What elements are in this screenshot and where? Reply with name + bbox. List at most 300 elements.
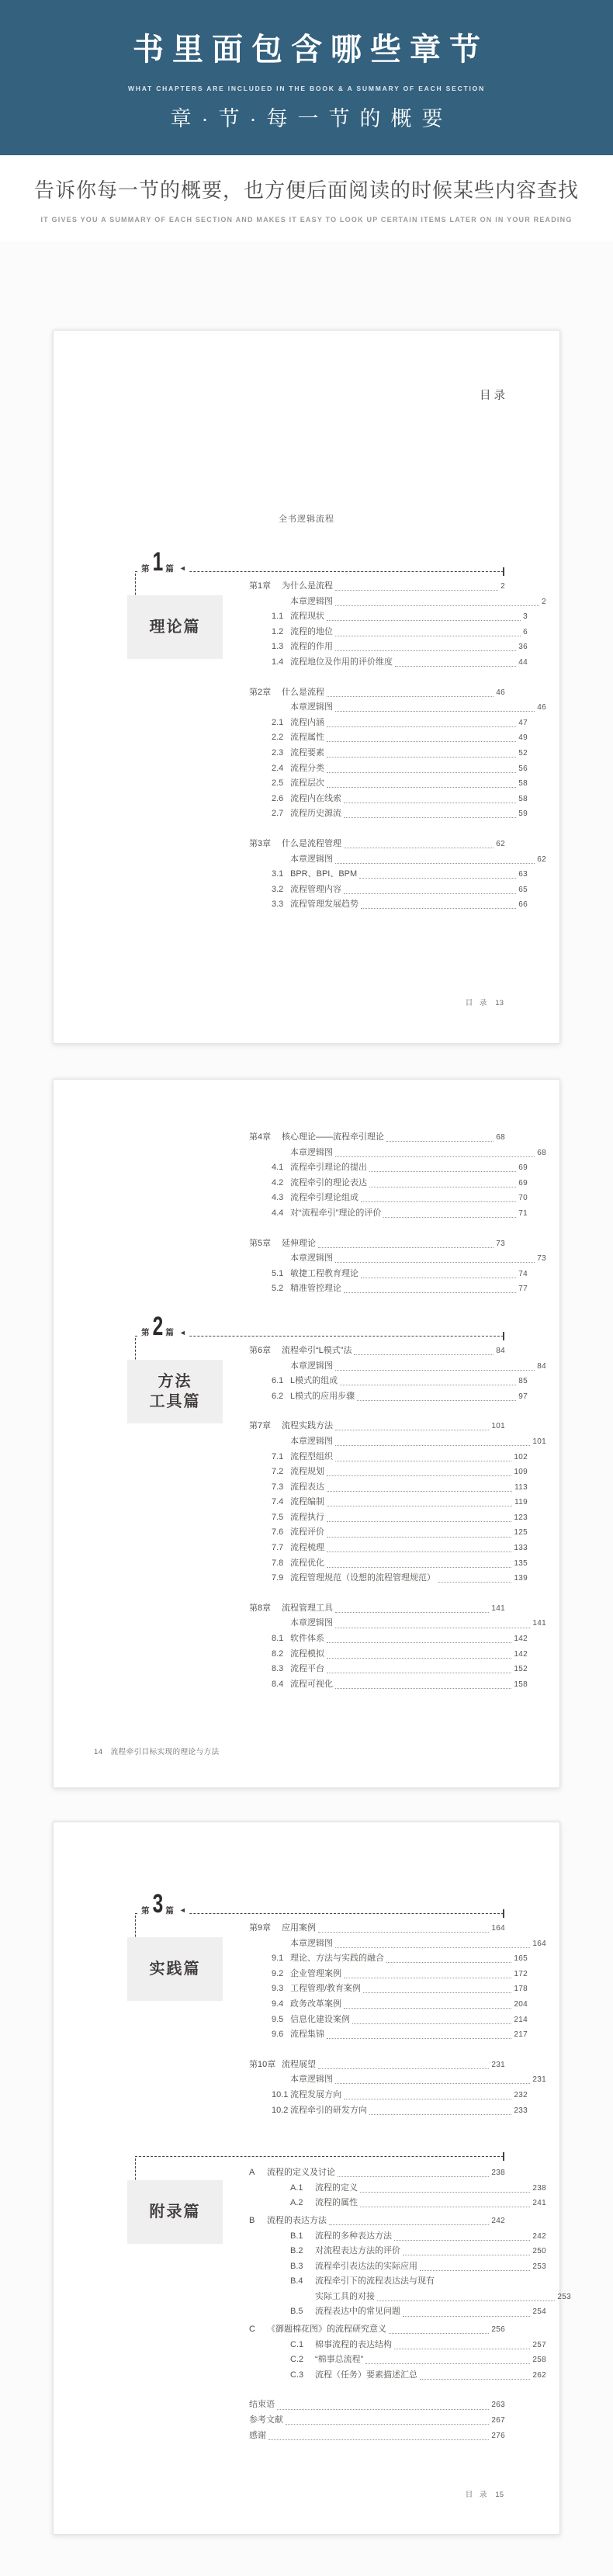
section-number: 3.1 bbox=[272, 869, 284, 879]
section-title: 流程牵引下的流程表达法与现有 bbox=[315, 2276, 435, 2287]
footer-page-number: 15 bbox=[495, 2491, 504, 2499]
section-number: 5.2 bbox=[272, 1284, 284, 1294]
chapter-label: B bbox=[249, 2215, 255, 2225]
toc-logic-row bbox=[249, 1434, 546, 1450]
section-title: 流程的地位 bbox=[290, 626, 333, 636]
dotted-leader bbox=[386, 1962, 511, 1963]
section-title: 流程评价 bbox=[290, 1527, 324, 1538]
dotted-leader bbox=[335, 1445, 530, 1446]
section-title: 流程平台 bbox=[290, 1664, 324, 1674]
section-number: 8.2 bbox=[272, 1649, 284, 1659]
page-number: 158 bbox=[514, 1680, 528, 1689]
tail-title: 结束语 bbox=[249, 2400, 275, 2410]
toc-section-row bbox=[249, 2338, 546, 2353]
toc-section-row bbox=[249, 1997, 528, 2013]
page-number: 65 bbox=[518, 885, 528, 894]
tail-title: 感谢 bbox=[249, 2430, 266, 2440]
section-title: 流程管理规范（设想的流程管理规范） bbox=[290, 1573, 435, 1583]
section-number: 9.5 bbox=[272, 2014, 284, 2024]
section-title: 流程牵引的理论表达 bbox=[290, 1177, 367, 1187]
section-title: 流程地位及作用的评价维度 bbox=[290, 657, 393, 667]
toc-chapter-row bbox=[249, 1343, 505, 1359]
section-number: 5.1 bbox=[272, 1268, 284, 1278]
chapter-title: 流程实践方法 bbox=[282, 1421, 333, 1431]
page-number: 172 bbox=[514, 1969, 528, 1978]
toc-section-row bbox=[249, 1160, 528, 1176]
part-prefix: 第 bbox=[141, 563, 150, 574]
dotted-leader bbox=[327, 1642, 511, 1643]
toc-chapter-row bbox=[249, 1921, 505, 1936]
page-number: 204 bbox=[514, 1999, 528, 2009]
toc-section-row bbox=[249, 1465, 528, 1480]
chapter-label: 第6章 bbox=[249, 1345, 272, 1355]
arrow-left-icon: ◄ bbox=[178, 564, 186, 572]
toc-section-row bbox=[249, 2229, 546, 2245]
dotted-leader bbox=[335, 605, 539, 606]
section-number: 2.1 bbox=[272, 717, 284, 727]
page-number: 44 bbox=[518, 657, 528, 667]
section-title: 本章逻辑图 bbox=[290, 1253, 333, 1264]
page-number: 6 bbox=[523, 627, 528, 636]
part-label bbox=[139, 1311, 189, 1341]
toc-section-row bbox=[249, 1951, 528, 1967]
intro-text-en: IT GIVES YOU A SUMMARY OF EACH SECTION AND MAKES IT EASY TO LOOK UP CERTAIN ITEMS LATER ON IN YOUR READING bbox=[40, 216, 573, 224]
dotted-leader bbox=[335, 1688, 511, 1689]
section-title: 本章逻辑图 bbox=[290, 1436, 333, 1446]
dotted-leader bbox=[338, 2176, 489, 2177]
section-number: 7.3 bbox=[272, 1482, 284, 1492]
chapter-label: A bbox=[249, 2168, 255, 2178]
dotted-leader bbox=[327, 696, 494, 697]
dotted-leader bbox=[327, 1537, 511, 1538]
dotted-leader bbox=[277, 2409, 489, 2410]
part-category-box bbox=[127, 2180, 223, 2244]
section-number: 8.3 bbox=[272, 1664, 284, 1674]
section-number: 7.8 bbox=[272, 1558, 284, 1568]
dotted-leader bbox=[335, 863, 535, 864]
intro-text: 告诉你每一节的概要，也方便后面阅读的时候某些内容查找 bbox=[33, 179, 579, 202]
page-number: 69 bbox=[518, 1163, 528, 1173]
toc-tail-block bbox=[54, 2397, 559, 2443]
section-title: 流程表达中的常见问题 bbox=[315, 2307, 400, 2317]
dotted-leader bbox=[344, 817, 516, 818]
section-number: 7.9 bbox=[272, 1573, 284, 1583]
dotted-leader bbox=[360, 2192, 530, 2193]
toc-section-row bbox=[249, 1281, 528, 1297]
dotted-leader bbox=[335, 590, 498, 591]
dotted-leader bbox=[386, 1141, 494, 1142]
section-title: 流程现状 bbox=[290, 612, 324, 622]
footer-label: 目 录 bbox=[465, 999, 490, 1007]
toc-section-row bbox=[249, 761, 528, 777]
page-number: 231 bbox=[532, 2075, 546, 2085]
dotted-leader bbox=[420, 2379, 530, 2380]
section-number: 2.4 bbox=[272, 763, 284, 773]
section-number: A.1 bbox=[290, 2182, 303, 2193]
page-number: 109 bbox=[514, 1468, 528, 1477]
toc-section-row bbox=[249, 655, 528, 671]
dotted-leader bbox=[420, 2270, 530, 2271]
page-footer bbox=[466, 997, 504, 1007]
page-number: 164 bbox=[532, 1939, 546, 1948]
page-number: 276 bbox=[491, 2431, 505, 2440]
page-number: 242 bbox=[532, 2231, 546, 2241]
section-title: 流程表达 bbox=[290, 1482, 324, 1492]
part-dashed-line bbox=[135, 2156, 504, 2157]
dotted-leader bbox=[318, 1932, 489, 1933]
page-number: 69 bbox=[518, 1178, 528, 1187]
toc-section-row bbox=[249, 1206, 528, 1222]
page-number: 70 bbox=[518, 1194, 528, 1203]
toc-section-row bbox=[249, 792, 528, 807]
page-number: 133 bbox=[514, 1544, 528, 1553]
toc-chapter-block bbox=[54, 1236, 559, 1297]
part-dashed-line bbox=[135, 1336, 504, 1337]
section-number: 2.2 bbox=[272, 733, 284, 743]
toc-section-row bbox=[249, 1176, 528, 1191]
section-title: 流程集锦 bbox=[290, 2030, 324, 2040]
toc-section-row bbox=[249, 2259, 546, 2275]
section-number: 1.2 bbox=[272, 626, 284, 636]
page-number: 74 bbox=[518, 1269, 528, 1278]
chapter-title: 什么是流程管理 bbox=[282, 838, 341, 848]
toc-chapter-row bbox=[249, 1601, 505, 1617]
toc-section-row bbox=[249, 1525, 528, 1541]
dotted-leader bbox=[327, 1475, 511, 1476]
page-footer bbox=[94, 1746, 220, 1756]
dotted-leader bbox=[352, 2023, 511, 2024]
section-title-continued: 实际工具的对接 bbox=[315, 2291, 375, 2301]
chapter-title: 流程的定义及讨论 bbox=[267, 2168, 335, 2178]
hero-banner bbox=[0, 0, 613, 155]
section-title: 政务改革案例 bbox=[290, 1999, 341, 2009]
pages-area bbox=[0, 241, 613, 2576]
page-number: 58 bbox=[518, 779, 528, 789]
page-number: 97 bbox=[518, 1392, 528, 1401]
section-title: 本章逻辑图 bbox=[290, 854, 333, 864]
section-title: 工程管理/教育案例 bbox=[290, 1984, 362, 1994]
section-title: 流程牵引理论的提出 bbox=[290, 1163, 367, 1173]
section-number: 3.2 bbox=[272, 884, 284, 894]
page-number: 77 bbox=[518, 1285, 528, 1294]
page-number: 267 bbox=[491, 2416, 505, 2425]
toc-section-row bbox=[249, 1267, 528, 1282]
toc-page-2 bbox=[53, 1079, 560, 1788]
chapter-title: 为什么是流程 bbox=[282, 581, 333, 591]
page-number: 102 bbox=[514, 1452, 528, 1461]
section-number: 4.1 bbox=[272, 1163, 284, 1173]
dotted-leader bbox=[359, 878, 516, 879]
section-number: 9.4 bbox=[272, 1999, 284, 2009]
toc-section-row bbox=[249, 2368, 546, 2384]
dotted-leader bbox=[344, 893, 516, 894]
hero-subtitle: 章·节·每一节的概要 bbox=[170, 107, 453, 130]
toc-chapter-row bbox=[249, 579, 505, 595]
footer-page-number: 13 bbox=[495, 999, 504, 1007]
page-number: 49 bbox=[518, 733, 528, 743]
section-title: BPR、BPI、BPM bbox=[290, 869, 358, 879]
toc-logic-row bbox=[249, 1359, 546, 1375]
toc-logic-row bbox=[249, 700, 546, 716]
dotted-leader bbox=[327, 1521, 511, 1522]
section-number: 4.4 bbox=[272, 1208, 284, 1218]
page-number: 113 bbox=[514, 1482, 528, 1492]
section-number: 9.6 bbox=[272, 2030, 284, 2040]
section-number: 7.6 bbox=[272, 1527, 284, 1538]
section-title: 流程执行 bbox=[290, 1512, 324, 1522]
dotted-leader bbox=[377, 2300, 555, 2301]
page-number: 238 bbox=[491, 2169, 505, 2178]
toc-logic-row bbox=[249, 852, 546, 868]
dotted-leader bbox=[335, 1262, 535, 1263]
page-number: 233 bbox=[514, 2106, 528, 2115]
page-number: 254 bbox=[532, 2307, 546, 2317]
page-number: 253 bbox=[532, 2262, 546, 2271]
page-number: 142 bbox=[514, 1649, 528, 1659]
chapter-title: 《御题棉花图》的流程研究意义 bbox=[267, 2325, 386, 2335]
dotted-leader bbox=[389, 2333, 489, 2334]
dotted-leader bbox=[268, 2439, 489, 2440]
page-number: 263 bbox=[491, 2401, 505, 2410]
toc-chapter-row bbox=[249, 1130, 505, 1146]
chapter-label: 第4章 bbox=[249, 1132, 272, 1142]
section-number: 4.3 bbox=[272, 1193, 284, 1203]
dotted-leader bbox=[327, 757, 516, 758]
part-category-box bbox=[127, 1937, 223, 2001]
part-number: 2 bbox=[152, 1311, 163, 1341]
dotted-leader bbox=[318, 2068, 489, 2069]
footer-book-title: 流程牵引目标实现的理论与方法 bbox=[110, 1748, 220, 1756]
section-title: 对流程表达方法的评价 bbox=[315, 2246, 400, 2256]
chapter-label: 第10章 bbox=[249, 2059, 276, 2069]
chapter-title: 流程的表达方法 bbox=[267, 2215, 327, 2225]
section-number: B.4 bbox=[290, 2276, 303, 2287]
chapter-label: 第8章 bbox=[249, 1603, 272, 1613]
section-title: 本章逻辑图 bbox=[290, 1147, 333, 1157]
part-dashed-line bbox=[135, 1913, 504, 1914]
section-title: 流程内涵 bbox=[290, 717, 324, 727]
page-number: 46 bbox=[496, 688, 505, 697]
dotted-leader bbox=[327, 741, 516, 742]
chapter-title: 延伸理论 bbox=[282, 1238, 316, 1248]
dotted-leader bbox=[383, 1217, 516, 1218]
toc-logic-row bbox=[249, 1251, 546, 1267]
section-number: 2.5 bbox=[272, 778, 284, 789]
section-number: 7.1 bbox=[272, 1451, 284, 1461]
dotted-leader bbox=[335, 1947, 530, 1948]
section-title: 流程的属性 bbox=[315, 2198, 358, 2208]
section-number: B.1 bbox=[290, 2231, 303, 2241]
chapter-label: 第2章 bbox=[249, 687, 272, 697]
section-title: 流程要素 bbox=[290, 747, 324, 758]
toc-section-row bbox=[249, 1191, 528, 1206]
section-title: 流程型组织 bbox=[290, 1451, 333, 1461]
section-title: 对“流程牵引”理论的评价 bbox=[290, 1208, 382, 1218]
section-number: 1.4 bbox=[272, 657, 284, 667]
section-number: 6.1 bbox=[272, 1376, 284, 1386]
dotted-leader bbox=[363, 1992, 511, 1993]
section-title: 流程牵引理论组成 bbox=[290, 1193, 358, 1203]
section-title: 本章逻辑图 bbox=[290, 702, 333, 712]
page-number: 256 bbox=[491, 2325, 505, 2335]
toc-section-row bbox=[249, 1480, 528, 1496]
section-title: 棉事流程的表达结构 bbox=[315, 2339, 392, 2349]
toc-section-row bbox=[249, 730, 528, 746]
toc-chapter-block bbox=[54, 1419, 559, 1586]
page-number: 2 bbox=[542, 597, 546, 606]
section-title: 流程管理发展趋势 bbox=[290, 900, 358, 910]
toc-section-row bbox=[249, 1556, 528, 1572]
dotted-leader bbox=[361, 1201, 516, 1202]
toc-list bbox=[54, 1130, 559, 1692]
part-category-label: 附录篇 bbox=[149, 2203, 201, 2221]
toc-section-row bbox=[249, 1981, 528, 1997]
section-number: 7.4 bbox=[272, 1497, 284, 1507]
section-number: 3.3 bbox=[272, 900, 284, 910]
dotted-leader bbox=[327, 726, 516, 727]
section-title: 流程层次 bbox=[290, 778, 324, 789]
toc-section-row bbox=[249, 1571, 528, 1586]
toc-chapter-row bbox=[249, 837, 505, 852]
chapter-title: 应用案例 bbox=[282, 1923, 316, 1933]
section-number: 1.1 bbox=[272, 612, 284, 622]
page-number: 63 bbox=[518, 870, 528, 879]
page-number: 84 bbox=[496, 1346, 505, 1355]
page-number: 257 bbox=[532, 2340, 546, 2349]
page-number: 62 bbox=[537, 855, 546, 864]
chapter-label: 第1章 bbox=[249, 581, 272, 591]
chapter-label: 第3章 bbox=[249, 838, 272, 848]
toc-section-row bbox=[249, 1647, 528, 1662]
part-suffix: 篇 bbox=[165, 563, 174, 574]
section-title: 本章逻辑图 bbox=[290, 596, 333, 606]
toc-section-row bbox=[249, 867, 528, 882]
toc-section-row bbox=[249, 1541, 528, 1556]
toc-heading: 目录 bbox=[480, 390, 508, 402]
section-title: 流程（任务）要素描述汇总 bbox=[315, 2370, 417, 2380]
toc-logic-row bbox=[249, 1616, 546, 1631]
dotted-leader bbox=[318, 1247, 494, 1248]
toc-section-row bbox=[249, 2244, 546, 2259]
toc-list bbox=[54, 1888, 571, 2443]
page-number: 73 bbox=[496, 1239, 505, 1248]
section-number: 9.1 bbox=[272, 1954, 284, 1964]
page-number: 73 bbox=[537, 1254, 546, 1264]
toc-tail-row bbox=[249, 2413, 505, 2429]
section-number: B.5 bbox=[290, 2307, 303, 2317]
toc-section-row bbox=[249, 2196, 546, 2211]
section-number: C.2 bbox=[290, 2355, 304, 2365]
toc-chapter-block bbox=[54, 2322, 559, 2383]
dotted-leader bbox=[327, 2038, 511, 2039]
dotted-leader bbox=[327, 1567, 511, 1568]
page-number: 139 bbox=[514, 1574, 528, 1583]
chapter-title: 核心理论——流程牵引理论 bbox=[282, 1132, 384, 1142]
dotted-leader bbox=[335, 2083, 530, 2084]
section-title: 流程梳理 bbox=[290, 1543, 324, 1553]
toc-section-row bbox=[249, 640, 528, 655]
toc-section-row bbox=[249, 1677, 528, 1693]
section-number: 7.2 bbox=[272, 1467, 284, 1477]
hero-subtitle-en: WHAT CHAPTERS ARE INCLUDED IN THE BOOK & A SUMMARY OF EACH SECTION bbox=[127, 85, 486, 92]
part-category-label: 实践篇 bbox=[149, 1961, 201, 1978]
toc-chapter-row bbox=[249, 2058, 505, 2073]
toc-section-row bbox=[249, 1495, 528, 1510]
part-suffix: 篇 bbox=[165, 1905, 174, 1916]
toc-tail-row bbox=[249, 2429, 505, 2444]
page-number: 47 bbox=[518, 718, 528, 727]
toc-page-3 bbox=[53, 1822, 571, 2535]
part-category-box bbox=[127, 1360, 223, 1423]
arrow-left-icon: ◄ bbox=[178, 1906, 186, 1914]
page-number: 71 bbox=[518, 1208, 528, 1218]
toc-chapter-block bbox=[54, 1130, 559, 1222]
section-title: 理论、方法与实践的融合 bbox=[290, 1954, 384, 1964]
page-number: 262 bbox=[532, 2370, 546, 2380]
section-number: 2.6 bbox=[272, 793, 284, 803]
toc-list bbox=[54, 546, 559, 913]
page-number: 58 bbox=[518, 794, 528, 803]
toc-section-row bbox=[249, 2013, 528, 2028]
dotted-leader bbox=[327, 620, 521, 621]
book-logic-caption: 全书逻辑流程 bbox=[279, 515, 334, 524]
page-number: 101 bbox=[532, 1437, 546, 1446]
dotted-leader bbox=[327, 772, 516, 773]
section-number: 9.2 bbox=[272, 1968, 284, 1978]
page-number: 178 bbox=[514, 1985, 528, 1994]
page-number: 250 bbox=[532, 2247, 546, 2256]
toc-section-row bbox=[249, 2103, 528, 2119]
dotted-leader bbox=[327, 787, 516, 788]
dotted-leader bbox=[327, 1491, 512, 1492]
section-title: 敏捷工程教育理论 bbox=[290, 1268, 358, 1278]
toc-chapter-row bbox=[249, 2214, 505, 2229]
section-number: C.1 bbox=[290, 2339, 304, 2349]
dotted-leader bbox=[344, 1292, 516, 1293]
toc-section-row bbox=[249, 1631, 528, 1647]
part-label bbox=[139, 1889, 189, 1919]
part-category-box bbox=[127, 595, 223, 659]
dotted-leader bbox=[344, 2008, 511, 2009]
part-category-label: 理论篇 bbox=[149, 619, 201, 636]
page-number: 141 bbox=[491, 1603, 505, 1613]
part-category-label: 工具篇 bbox=[149, 1392, 201, 1410]
dotted-leader bbox=[394, 2240, 530, 2241]
page-number: 238 bbox=[532, 2183, 546, 2193]
toc-chapter-block bbox=[54, 1601, 559, 1693]
page-number: 135 bbox=[514, 1558, 528, 1568]
section-title: 流程分类 bbox=[290, 763, 324, 773]
page-number: 232 bbox=[514, 2090, 528, 2099]
section-title: 精准管控理论 bbox=[290, 1284, 341, 1294]
section-number: B.2 bbox=[290, 2246, 303, 2256]
dotted-leader bbox=[403, 2316, 530, 2317]
chapter-label: 第5章 bbox=[249, 1238, 272, 1248]
toc-section-row bbox=[249, 1389, 528, 1405]
page-number: 125 bbox=[514, 1528, 528, 1538]
page-number: 119 bbox=[514, 1498, 528, 1507]
page-number: 2 bbox=[500, 582, 505, 591]
toc-section-row bbox=[249, 2088, 528, 2103]
section-title: 流程编制 bbox=[290, 1497, 324, 1507]
toc-section-row bbox=[249, 1374, 528, 1389]
hero-title: 书里面包含哪些章节 bbox=[133, 32, 489, 67]
part-number: 1 bbox=[152, 547, 163, 577]
toc-logic-row bbox=[249, 1936, 546, 1952]
section-title: 企业管理案例 bbox=[290, 1968, 341, 1978]
footer-label: 目 录 bbox=[465, 2491, 490, 2499]
section-title: L模式的应用步骤 bbox=[290, 1391, 355, 1401]
